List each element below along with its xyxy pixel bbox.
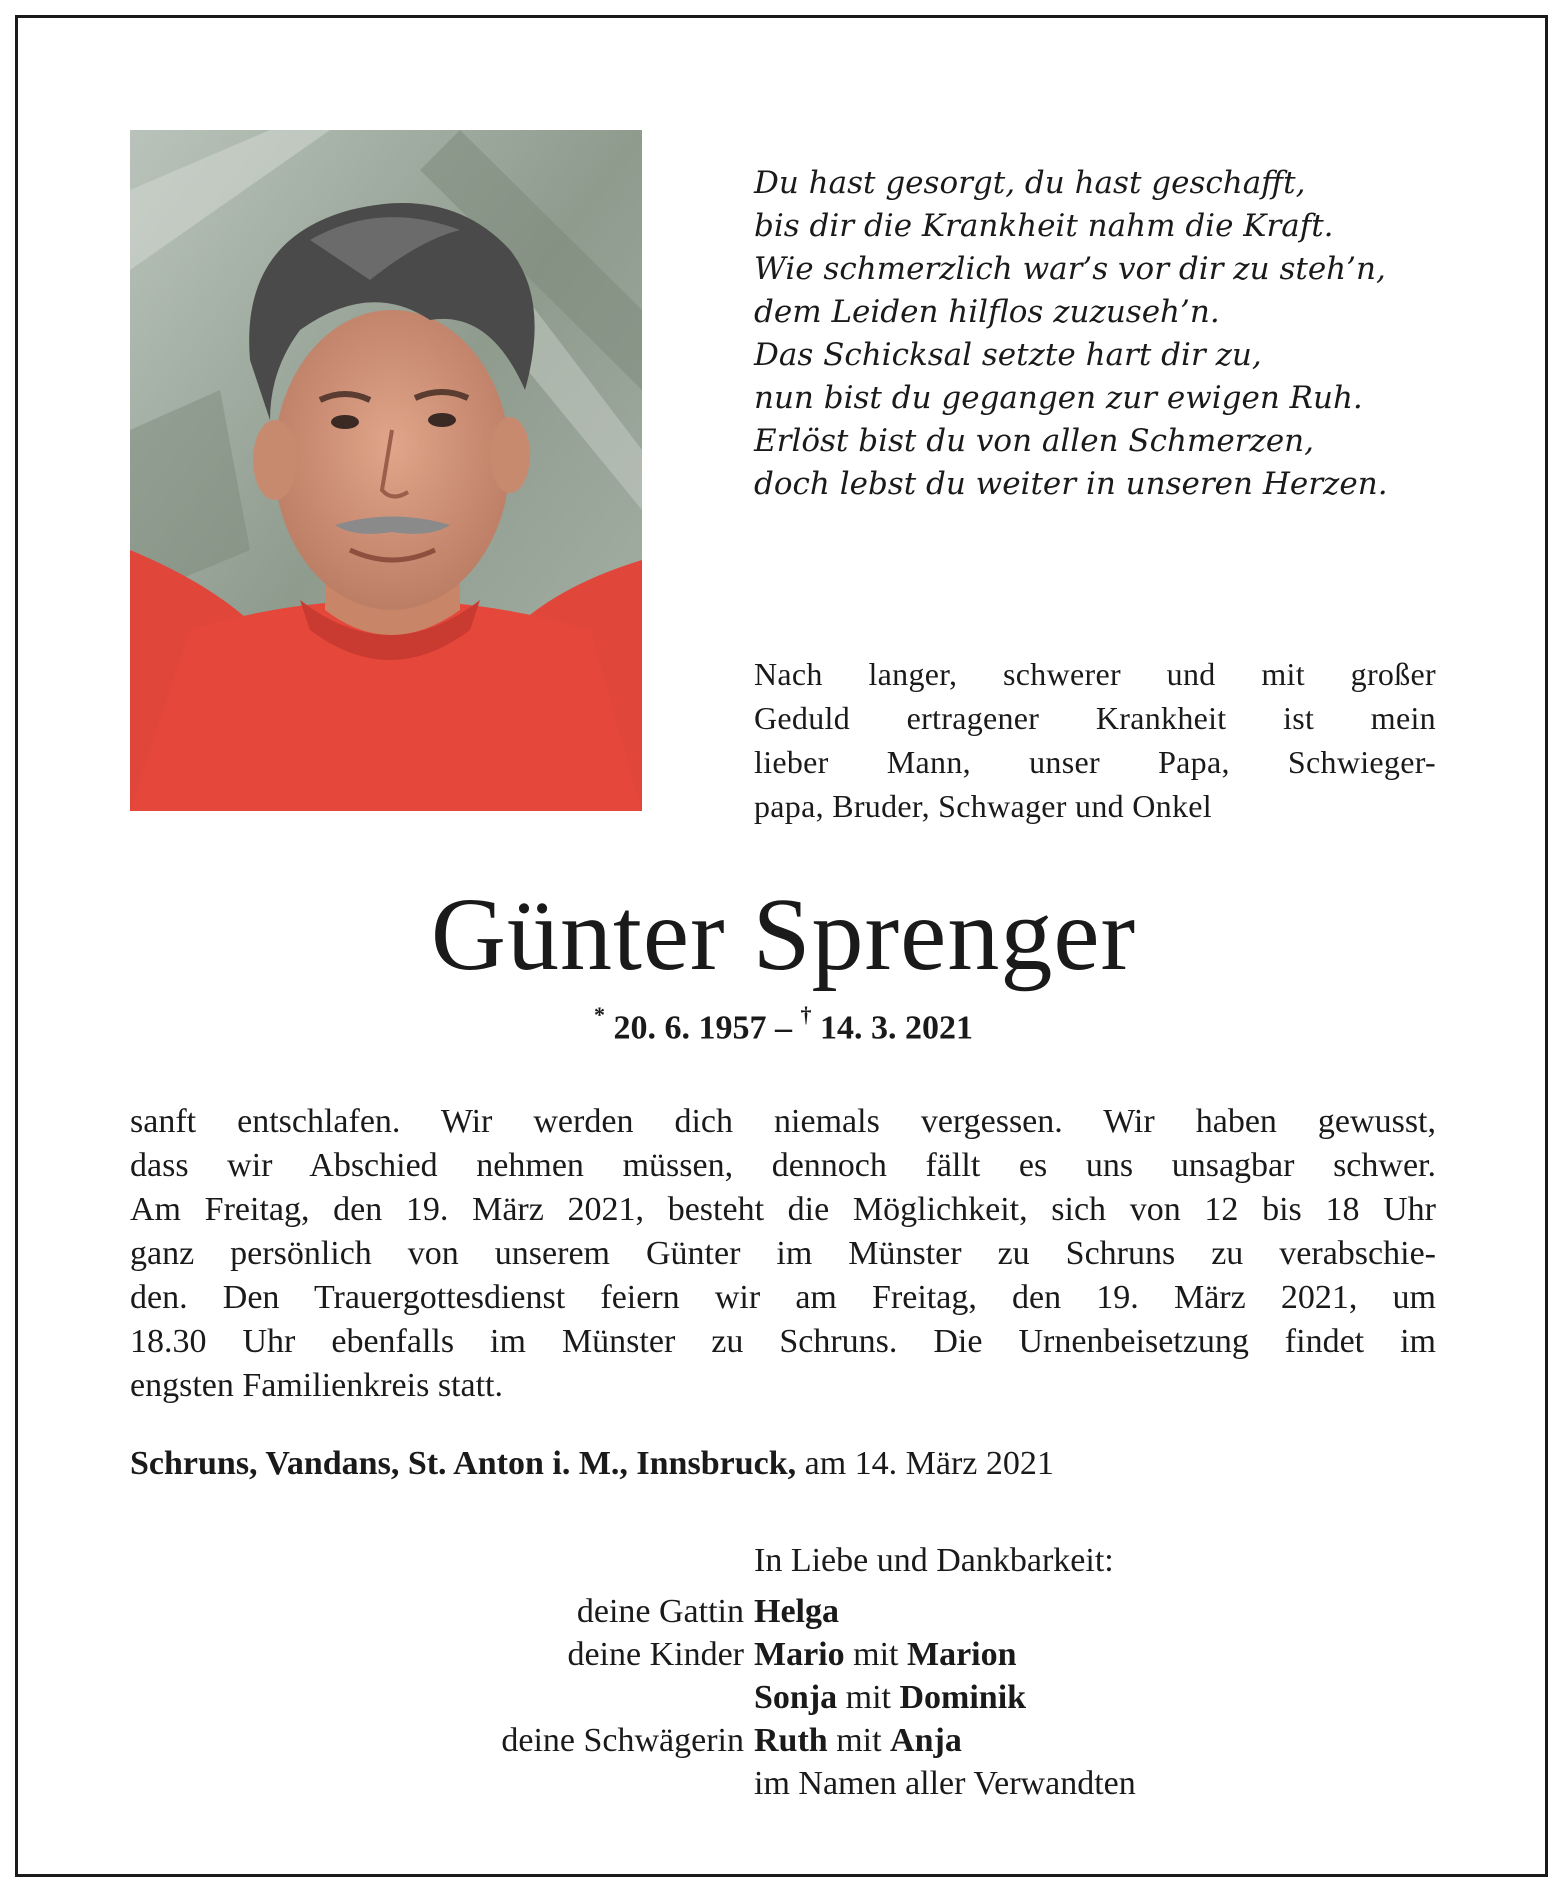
portrait-photo (130, 130, 642, 811)
family-row (0, 1676, 1567, 1719)
body-line: ganz persönlich von unserem Günter im Münster zu Schruns zu verabschie- (130, 1235, 1436, 1272)
intro-paragraph (754, 652, 1436, 828)
intro-line: Nach langer, schwerer und mit großer (754, 656, 1436, 692)
family-names (754, 1633, 1017, 1676)
family-row (0, 1590, 1567, 1633)
family-row (0, 1633, 1567, 1676)
family-name: Mario (754, 1636, 845, 1673)
death-date: 14. 3. 2021 (820, 1009, 973, 1047)
family-name: Sonja (754, 1679, 838, 1716)
body-line: engsten Familienkreis statt. (130, 1367, 503, 1404)
poem-line: Du hast gesorgt, du hast geschafft, (754, 165, 1306, 201)
family-row (0, 1762, 1567, 1805)
signoff: In Liebe und Dankbarkeit: (754, 1542, 1114, 1579)
death-mark: † (800, 1002, 812, 1027)
body-line: dass wir Abschied nehmen müssen, dennoch fällt es uns unsagbar schwer. (130, 1147, 1436, 1184)
connector: mit (845, 1679, 891, 1716)
poem-line: Erlöst bist du von allen Schmerzen, (754, 423, 1314, 459)
relation-label: deine Kinder (567, 1636, 744, 1673)
poem-line: Das Schicksal setzte hart dir zu, (754, 337, 1262, 373)
family-name: Marion (906, 1636, 1017, 1673)
family-names (754, 1676, 1026, 1719)
body-line: den. Den Trauergottesdienst feiern wir am Freitag, den 19. März 2021, um (130, 1279, 1436, 1316)
deceased-name: Günter Sprenger (430, 877, 1137, 992)
poem-line: dem Leiden hilflos zuzuseh’n. (754, 294, 1220, 330)
place-date-line (130, 1445, 1054, 1483)
connector: mit (836, 1722, 882, 1759)
portrait-illustration (130, 130, 642, 811)
body-line: Am Freitag, den 19. März 2021, besteht die Möglichkeit, sich von 12 bis 18 Uhr (130, 1191, 1436, 1228)
intro-line: lieber Mann, unser Papa, Schwieger- (754, 744, 1436, 780)
family-name: Helga (754, 1593, 839, 1630)
connector: mit (853, 1636, 899, 1673)
family-name: Dominik (899, 1679, 1027, 1716)
relation-label: deine Gattin (576, 1593, 744, 1630)
relation-label: deine Schwägerin (501, 1722, 744, 1759)
poem-line: bis dir die Krankheit nahm die Kraft. (754, 208, 1334, 244)
poem-line: nun bist du gegangen zur ewigen Ruh. (754, 380, 1363, 416)
family-row (0, 1719, 1567, 1762)
body-line: 18.30 Uhr ebenfalls im Münster zu Schruns. Die Urnenbeisetzung findet im (130, 1323, 1436, 1360)
family-names (754, 1719, 962, 1762)
family-name: Anja (890, 1722, 962, 1759)
body-line: sanft entschlafen. Wir werden dich niemals vergessen. Wir haben gewusst, (130, 1103, 1436, 1140)
family-name: Ruth (754, 1722, 828, 1759)
notice-date: am 14. März 2021 (804, 1445, 1054, 1482)
relatives-note: im Namen aller Verwandten (754, 1765, 1136, 1802)
date-separator: – (775, 1009, 792, 1047)
intro-line: Geduld ertragener Krankheit ist mein (754, 700, 1436, 736)
body-paragraph (130, 1100, 1436, 1408)
family-names (754, 1590, 839, 1633)
intro-line: papa, Bruder, Schwager und Onkel (754, 788, 1212, 824)
towns: Schruns, Vandans, St. Anton i. M., Innsbruck, (130, 1445, 797, 1482)
birth-mark: * (594, 1002, 605, 1027)
life-dates (0, 1002, 1567, 1047)
poem-line: doch lebst du weiter in unseren Herzen. (754, 466, 1388, 502)
family-list (0, 1590, 1567, 1805)
poem (754, 162, 1454, 506)
poem-line: Wie schmerzlich war’s vor dir zu steh’n, (754, 251, 1386, 287)
birth-date: 20. 6. 1957 (613, 1009, 767, 1047)
